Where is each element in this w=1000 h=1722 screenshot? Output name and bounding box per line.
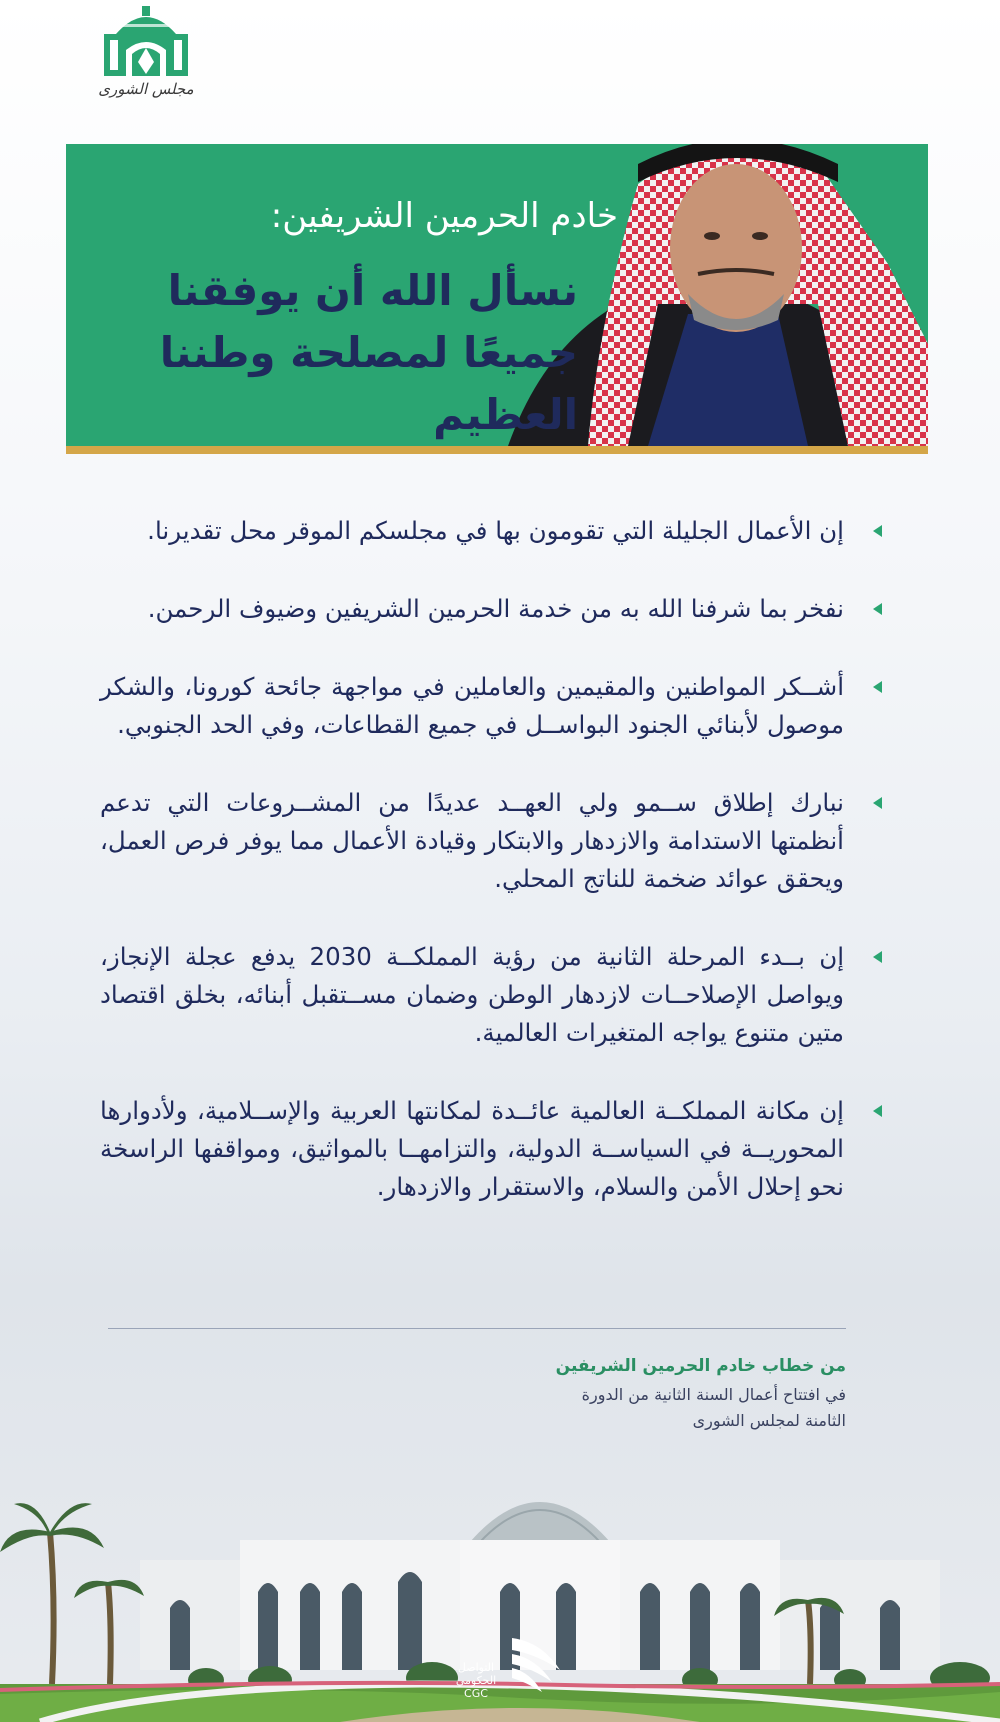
banner-headline: نسأل الله أن يوفقنا جميعًا لمصلحة وطننا العظيم — [159, 266, 578, 439]
speech-point-text: أشــكر المواطنين والمقيمين والعاملين في مواجهة جائحة كورونا، والشكر موصول لأبنائي الجنود البواســل في جميع القطاعات، وفي الحد الجنوبي. — [100, 672, 844, 739]
source-line: في افتتاح أعمال السنة الثانية من الدورة — [581, 1385, 846, 1404]
section-divider — [108, 1328, 846, 1329]
speech-point — [100, 938, 890, 1052]
banner-subtitle: خادم الحرمين الشريفين: — [270, 196, 618, 236]
source-line: الثامنة لمجلس الشورى — [692, 1411, 846, 1430]
shura-council-logo — [96, 4, 196, 112]
bullet-arrow-icon — [873, 1105, 882, 1117]
speech-point — [100, 590, 890, 628]
cgc-text-line: الحكومي — [455, 1674, 497, 1687]
speech-point — [100, 1092, 890, 1206]
logo-text: مجلس الشورى — [98, 80, 194, 98]
bullet-arrow-icon — [873, 603, 882, 615]
speech-point — [100, 784, 890, 898]
bullet-arrow-icon — [873, 681, 882, 693]
cgc-text-line: CGC — [464, 1687, 488, 1700]
speech-point — [100, 512, 890, 550]
cgc-logo-text — [450, 1661, 502, 1700]
speech-point — [100, 668, 890, 744]
banner-accent-bar — [66, 446, 928, 454]
bullet-arrow-icon — [873, 951, 882, 963]
shura-council-emblem-icon — [96, 4, 196, 80]
speech-point-text: نفخر بما شرفنا الله به من خدمة الحرمين الشريفين وضيوف الرحمن. — [147, 594, 844, 623]
bullet-arrow-icon — [873, 525, 882, 537]
speech-point-text: نبارك إطلاق ســمو ولي العهــد عديدًا من المشــروعات التي تدعم أنظمتها الاستدامة والازدهار والابتكار وقيادة الأعمال مما يوفر فرص العمل، ويحقق عوائد ضخمة للناتج المحلي. — [100, 788, 844, 893]
source-title: من خطاب خادم الحرمين الشريفين — [555, 1356, 846, 1376]
speech-point-text: إن الأعمال الجليلة التي تقومون بها في مجلسكم الموقر محل تقديرنا. — [147, 516, 844, 545]
headline-banner — [66, 144, 928, 446]
cgc-text-line: التواصل — [457, 1661, 495, 1674]
speech-point-text: إن مكانة المملكــة العالمية عائــدة لمكانتها العربية والإســلامية، ولأدوارها المحوريــة في السياســة الدولية، والتزامهــا بالمواثيق، ومواقفها الراسخة نحو إحلال الأمن والسلام، والاستقرار والازدهار. — [100, 1096, 844, 1201]
speech-point-text: إن بــدء المرحلة الثانية من رؤية المملكــة 2030 يدفع عجلة الإنجاز، ويواصل الإصلاحــات لازدهار الوطن وضمان مســتقبل أبنائه، بخلق اقتصاد متين متنوع يواجه المتغيرات العالمية. — [100, 942, 845, 1047]
bullet-arrow-icon — [873, 797, 882, 809]
speech-points — [100, 512, 890, 1246]
